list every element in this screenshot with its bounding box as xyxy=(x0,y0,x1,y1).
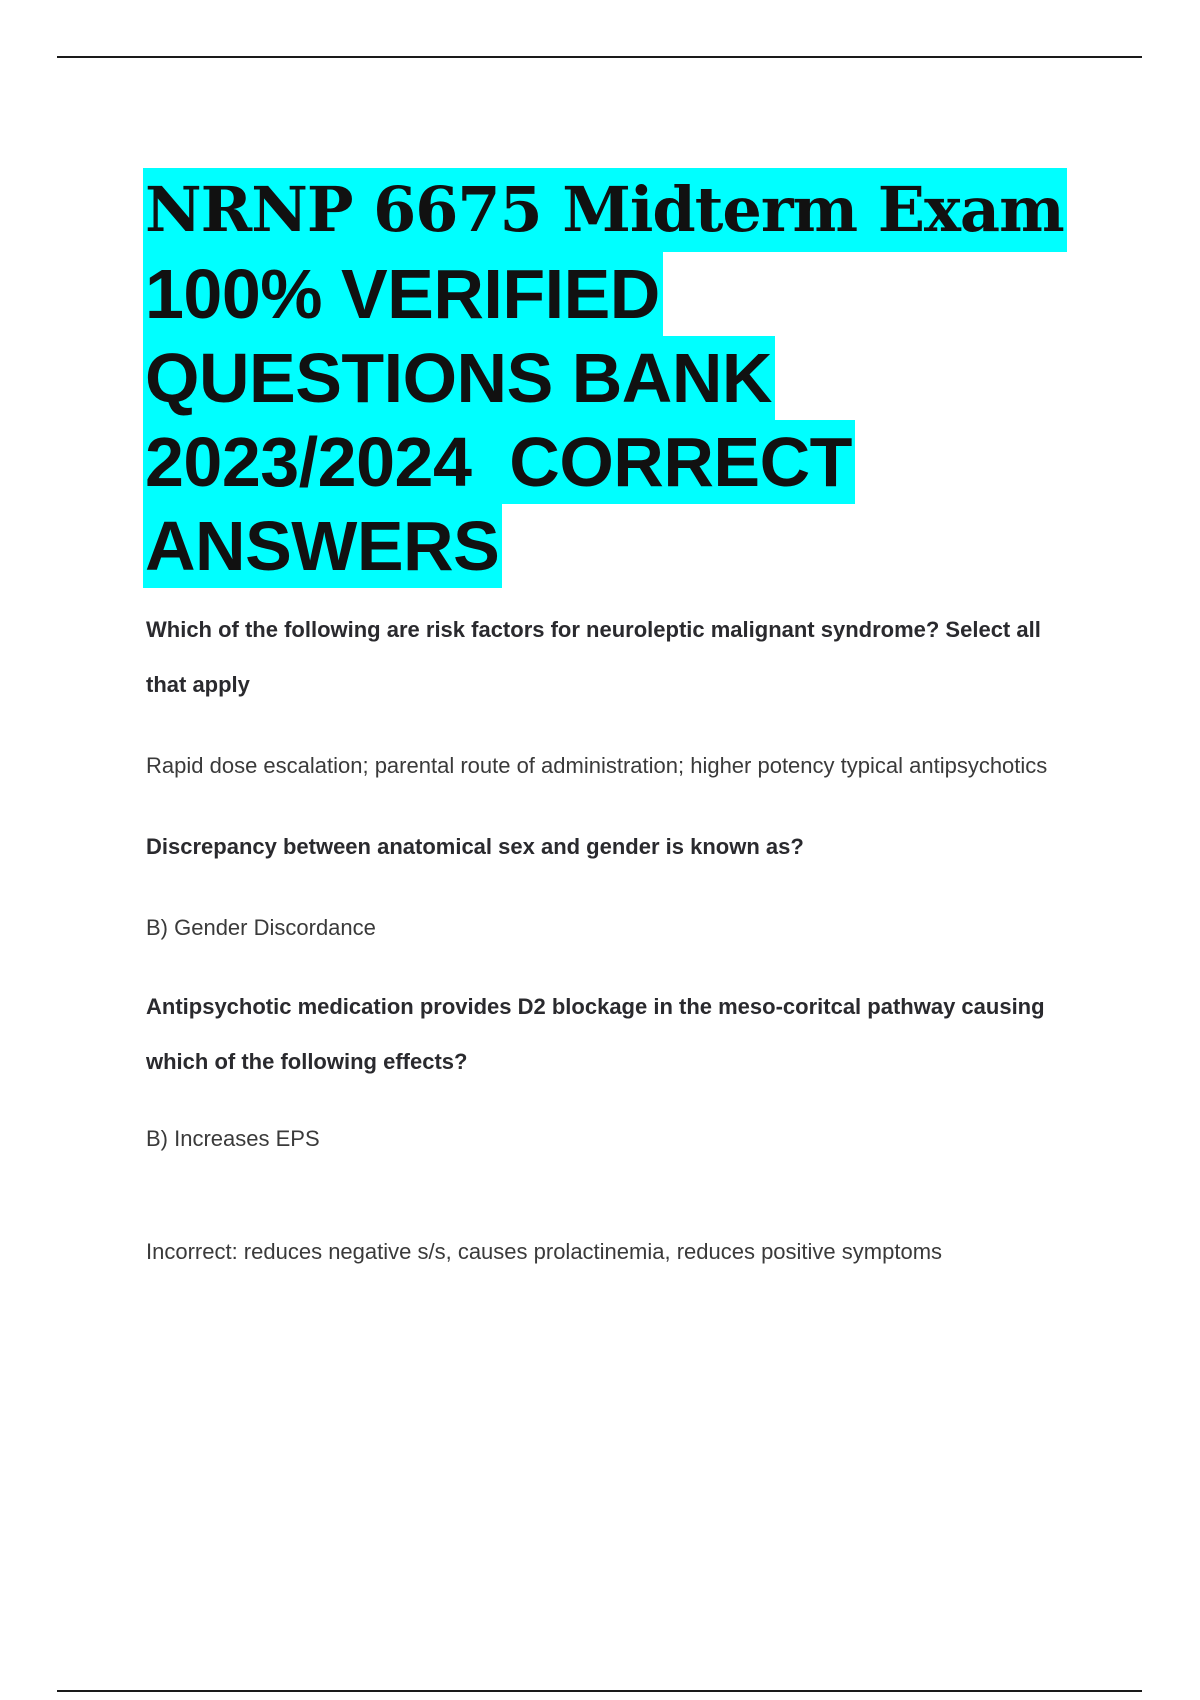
title-line: QUESTIONS BANK xyxy=(143,336,775,420)
question-item xyxy=(146,602,1086,793)
answer-note: Incorrect: reduces negative s/s, causes prolactinemia, reduces positive symptoms xyxy=(146,1239,943,1264)
question-text: Discrepancy between anatomical sex and gender is known as? xyxy=(146,834,804,859)
question-text: Which of the following are risk factors for neuroleptic malignant syndrome? Select all that apply xyxy=(146,617,1041,697)
title-line: NRNP 6675 Midterm Exam xyxy=(143,168,1067,252)
document-title xyxy=(145,168,1064,588)
question-text: Antipsychotic medication provides D2 blockage in the meso-coritcal pathway causing which of the following effects? xyxy=(146,994,1045,1074)
question-item xyxy=(146,979,1086,1279)
title-line: ANSWERS xyxy=(143,504,502,588)
title-line: 2023/2024 CORRECT xyxy=(143,420,855,504)
question-list xyxy=(146,602,1086,1279)
answer-text: B) Increases EPS xyxy=(146,1126,320,1151)
title-line: 100% VERIFIED xyxy=(143,252,663,336)
bottom-rule xyxy=(57,1690,1142,1692)
answer-text: Rapid dose escalation; parental route of administration; higher potency typical antipsychotics xyxy=(146,753,1048,778)
answer-text: B) Gender Discordance xyxy=(146,915,376,940)
question-item xyxy=(146,819,1086,955)
top-rule xyxy=(57,56,1142,58)
